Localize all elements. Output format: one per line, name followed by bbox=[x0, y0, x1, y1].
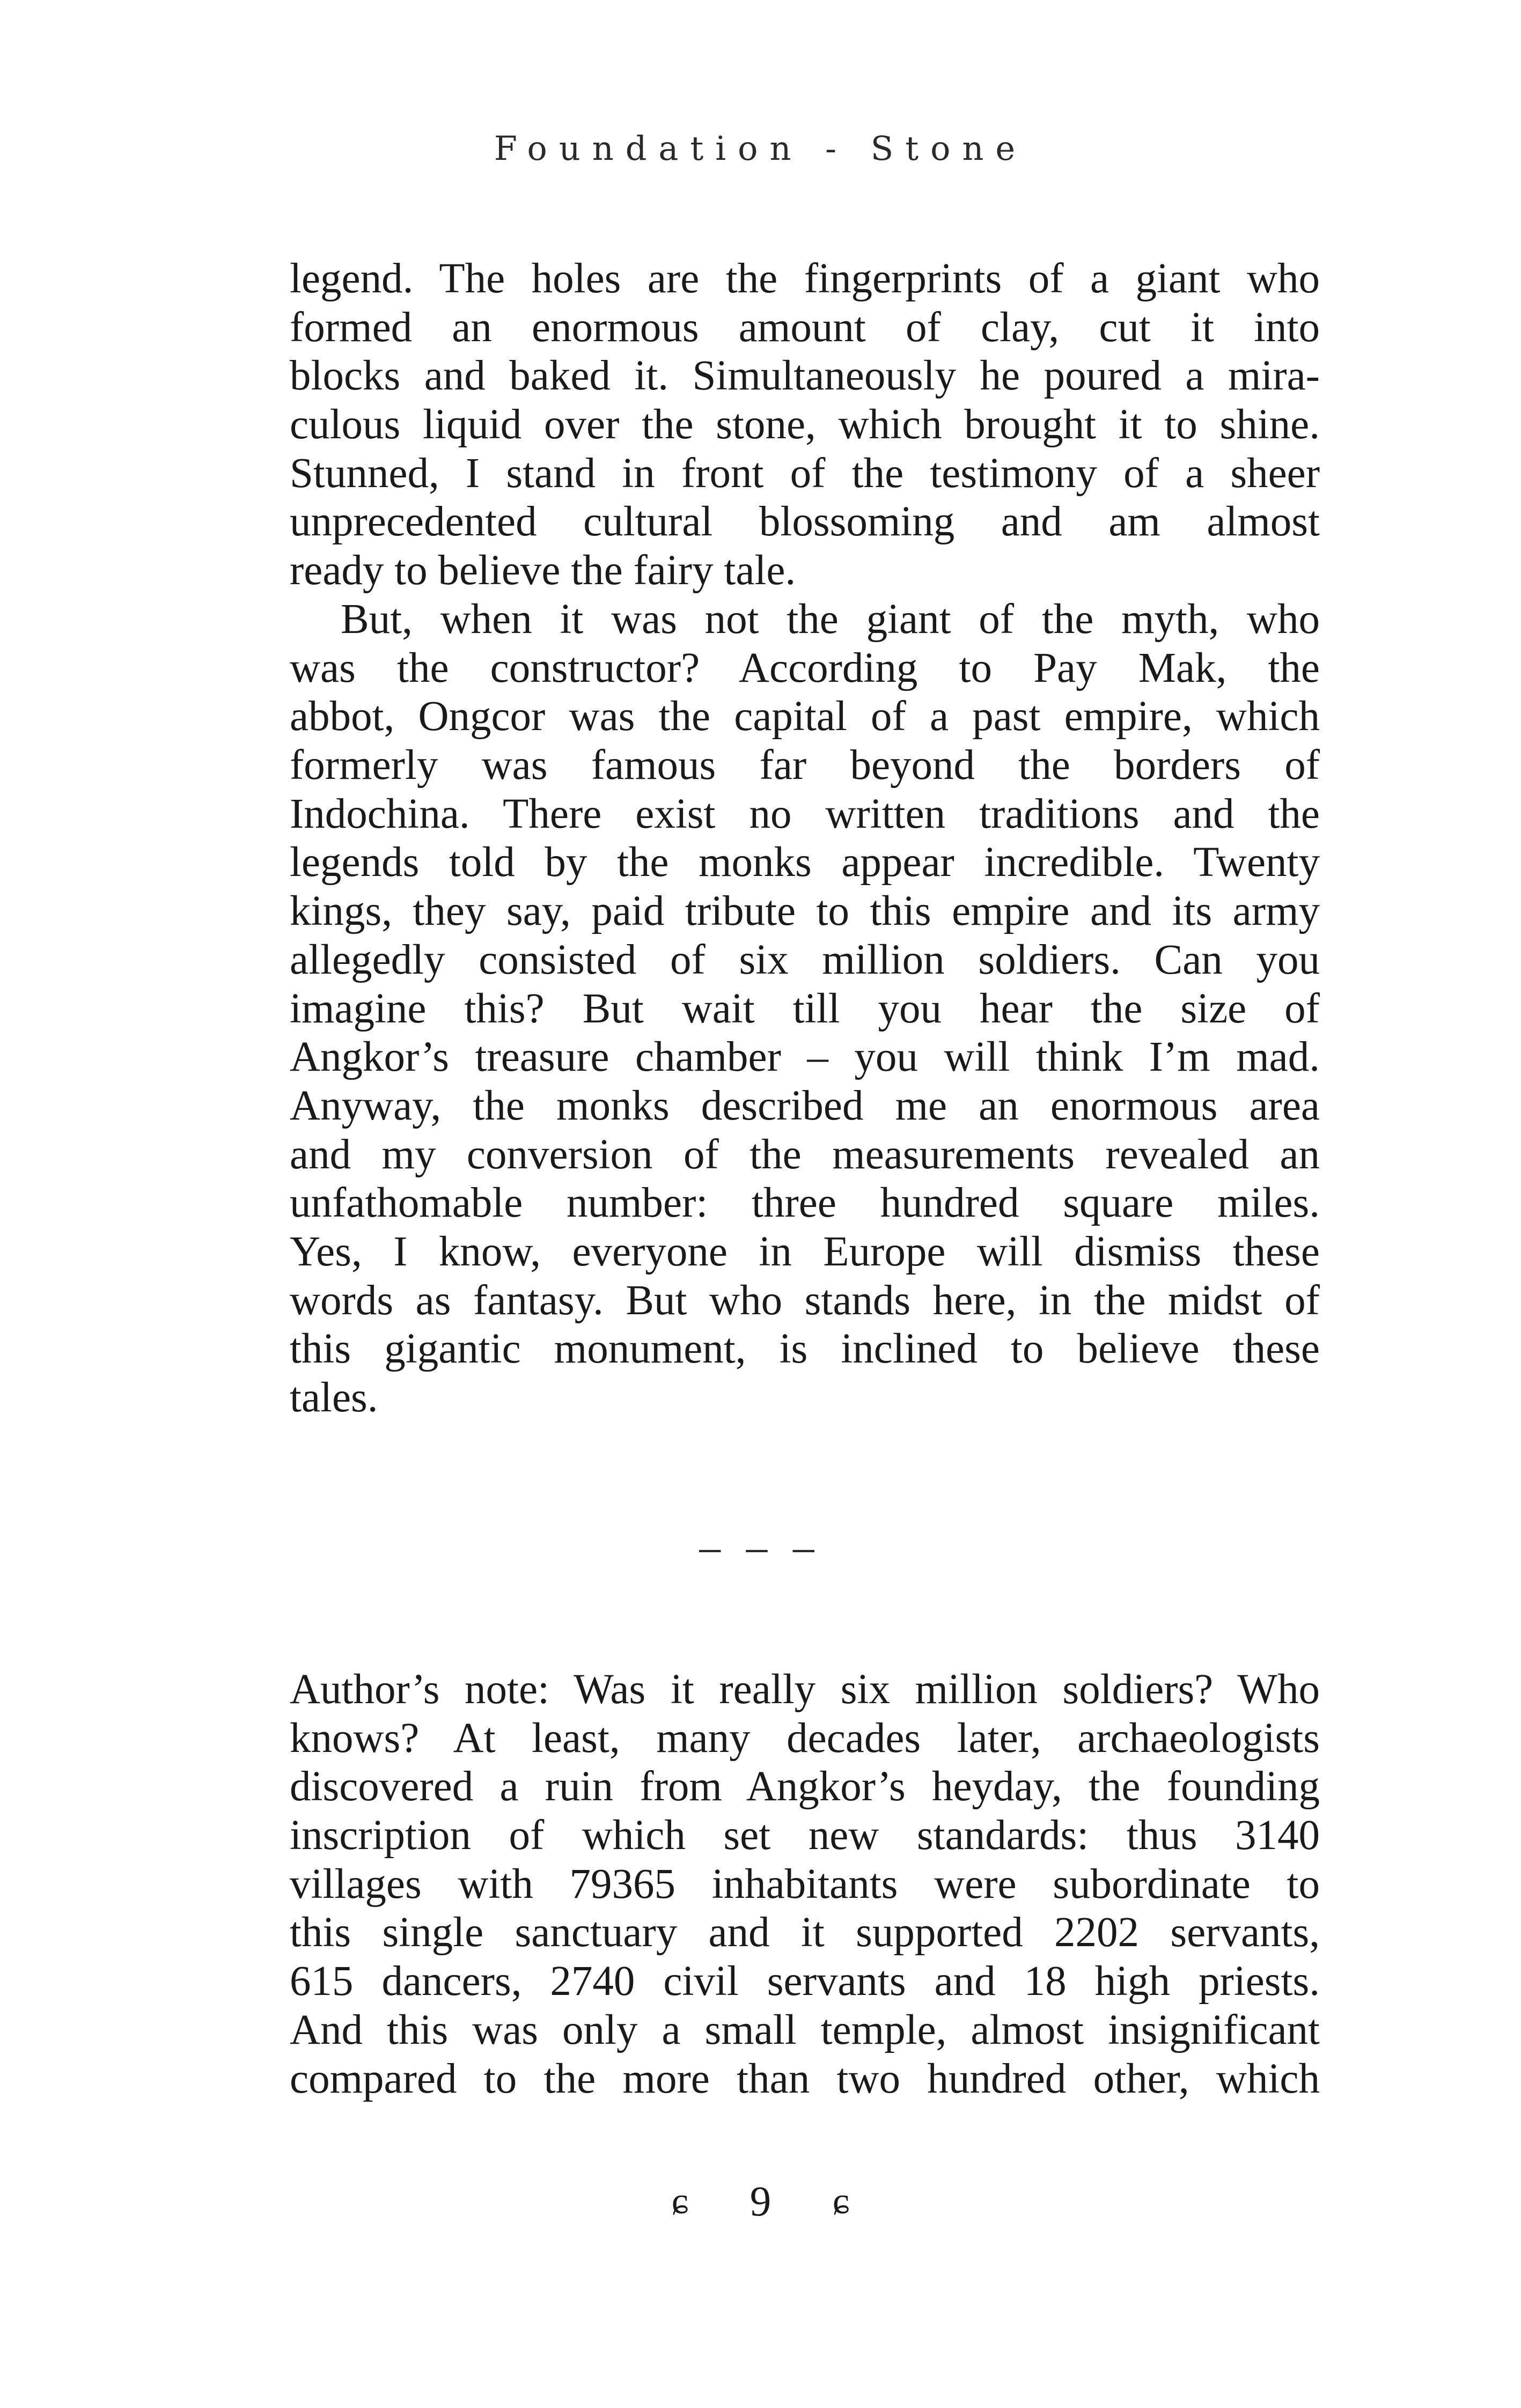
running-header: Foundation - Stone bbox=[494, 129, 1027, 168]
text-line: 615 dancers, 2740 civil servants and 18 high priests. bbox=[290, 1958, 1320, 2005]
text-line: But, when it was not the giant of the myth, who bbox=[341, 596, 1320, 643]
text-line: formed an enormous amount of clay, cut it into bbox=[290, 304, 1320, 351]
text-line: blocks and baked it. Simultaneously he poured a mira- bbox=[290, 352, 1320, 400]
text-line: compared to the more than two hundred other, which bbox=[290, 2055, 1320, 2102]
text-line: unprecedented cultural blossoming and am almost bbox=[290, 498, 1320, 546]
text-line: unfathomable number: three hundred square miles. bbox=[290, 1180, 1320, 1227]
text-line: Indochina. There exist no written traditions and the bbox=[290, 790, 1320, 837]
text-line: inscription of which set new standards: thus 3140 bbox=[290, 1812, 1320, 1859]
text-line: legend. The holes are the fingerprints of a giant who bbox=[290, 255, 1320, 302]
text-line: Angkor’s treasure chamber – you will think I’m mad. bbox=[290, 1034, 1320, 1081]
text-line: villages with 79365 inhabitants were subordinate to bbox=[290, 1860, 1320, 1908]
paragraph-1 bbox=[290, 255, 1320, 595]
ornament-left-icon: ɕ bbox=[671, 2181, 688, 2222]
text-line: Anyway, the monks described me an enormous area bbox=[290, 1082, 1320, 1129]
text-line: Stunned, I stand in front of the testimony of a sheer bbox=[290, 450, 1320, 497]
section-break: – – – bbox=[699, 1524, 822, 1571]
text-line: was the constructor? According to Pay Mak, the bbox=[290, 644, 1320, 691]
text-line: legends told by the monks appear incredible. Twenty bbox=[290, 839, 1320, 886]
ornament-right-icon: ɕ bbox=[833, 2181, 850, 2222]
text-line: this single sanctuary and it supported 2202 servants, bbox=[290, 1909, 1320, 1956]
paragraph-2 bbox=[290, 595, 1320, 1423]
text-line: this gigantic monument, is inclined to believe these bbox=[290, 1325, 1320, 1373]
text-line: allegedly consisted of six million soldiers. Can you bbox=[290, 936, 1320, 983]
paragraph-3-authors-note bbox=[290, 1666, 1320, 2103]
text-line: Yes, I know, everyone in Europe will dismiss these bbox=[290, 1228, 1320, 1275]
text-line: discovered a ruin from Angkor’s heyday, the founding bbox=[290, 1763, 1320, 1810]
text-line: knows? At least, many decades later, archaeologists bbox=[290, 1714, 1320, 1762]
text-line: abbot, Ongcor was the capital of a past empire, which bbox=[290, 693, 1320, 740]
text-line: tales. bbox=[290, 1374, 378, 1421]
text-line: words as fantasy. But who stands here, in the midst of bbox=[290, 1277, 1320, 1324]
text-line: kings, they say, paid tribute to this empire and its army bbox=[290, 888, 1320, 935]
page-number: 9 bbox=[750, 2178, 771, 2225]
text-line: imagine this? But wait till you hear the size of bbox=[290, 985, 1320, 1032]
text-line: culous liquid over the stone, which brought it to shine. bbox=[290, 401, 1320, 448]
page-footer bbox=[0, 2178, 1521, 2226]
text-line: and my conversion of the measurements revealed an bbox=[290, 1131, 1320, 1178]
text-line: Author’s note: Was it really six million soldiers? Who bbox=[290, 1666, 1320, 1713]
text-line: ready to believe the fairy tale. bbox=[290, 547, 796, 594]
text-line: And this was only a small temple, almost insignificant bbox=[290, 2006, 1320, 2053]
text-line: formerly was famous far beyond the borders of bbox=[290, 742, 1320, 789]
